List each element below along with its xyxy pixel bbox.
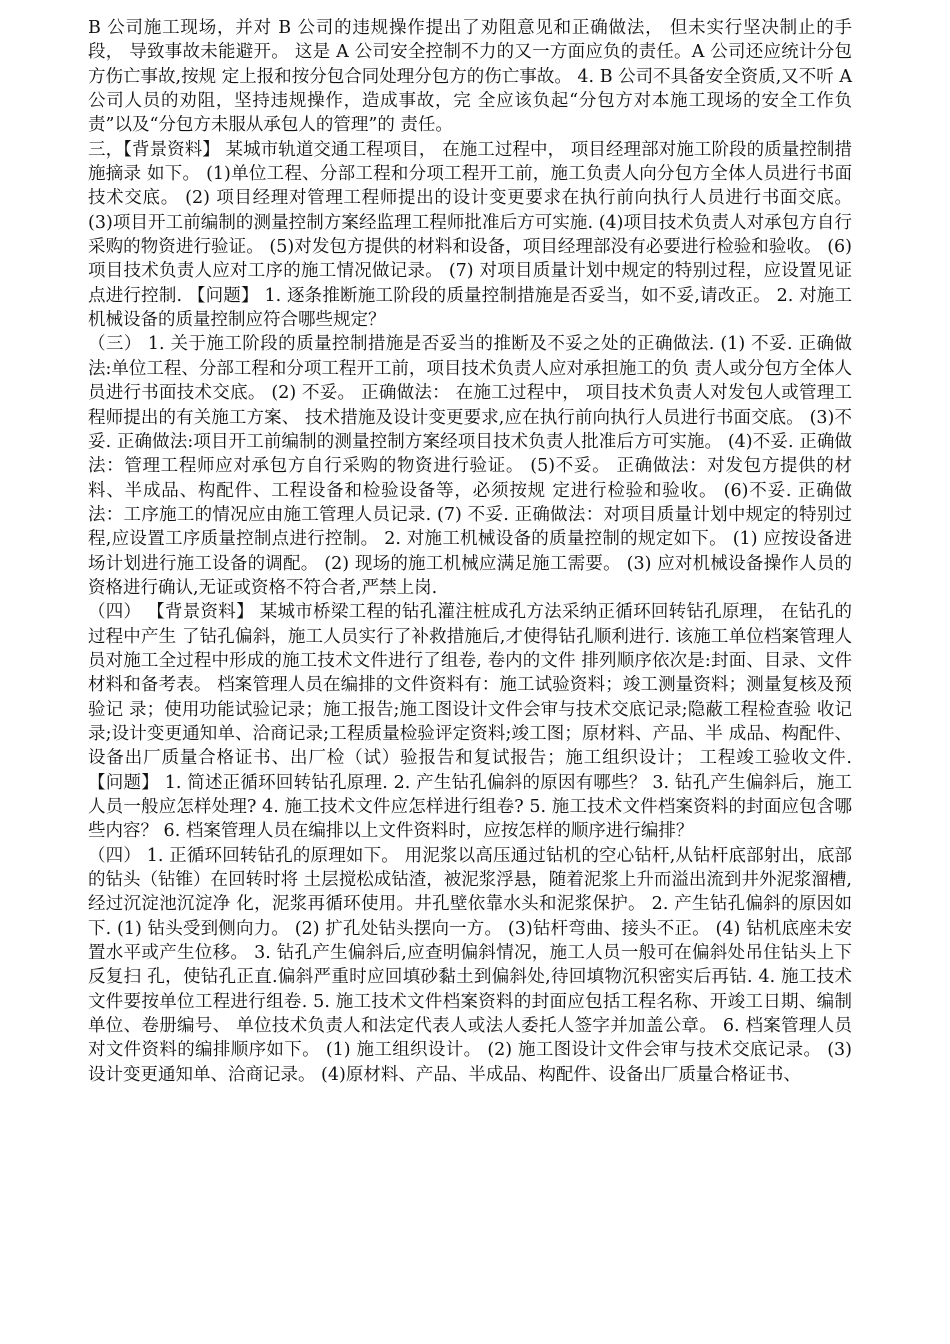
paragraph-case-three-answer: （三） 1. 关于施工阶段的质量控制措施是否妥当的推断及不妥之处的正确做法. (1) 不妥. 正确做法:单位工程、分部工程和分项工程开工前，项目技术负责人应对承担施工的负 责人或分包方全体人员进行书面技术交底。 (2) 不妥。 正确做法： 在施工过程中， 项目技术负责人对发包人或管理工程师提出的有关施工方案、 技术措施及设计变更要求,应在执行前向执行人员进行书面交底。 (3)不妥. 正确做法:项目开工前编制的测量控制方案经项目技术负责人批准后方可实施。 (4)不妥. 正确做法：管理工程师应对承包方自行采购的物资进行验证。 (5)不妥。 正确做法：对发包方提供的材料、半成品、构配件、工程设备和检验设备等，必须按规 定进行检验和验收。 (6)不妥. 正确做法：工序施工的情况应由施工管理人员记录. (7) 不妥. 正确做法：对项目质量计划中规定的特别过程,应设置工序质量控制点进行控制。 2. 对施工机械设备的质量控制的规定如下。 (1) 应按设备进场计划进行施工设备的调配。 (2) 现场的施工机械应满足施工需要。 (3) 应对机械设备操作人员的资格进行确认,无证或资格不符合者,严禁上岗. [88,334,852,598]
paragraph-case-four-background: （四） 【背景资料】 某城市桥梁工程的钻孔灌注桩成孔方法采纳正循环回转钻孔原理， 在钻孔的过程中产生 了钻孔偏斜，施工人员实行了补救措施后,才使得钻孔顺利进行. 该施工单位档案管理人员对施工全过程中形成的施工技术文件进行了组卷, 卷内的文件 排列顺序依次是:封面、目录、文件材料和备考表。 档案管理人员在编排的文件资料有：施工试验资料；竣工测量资料；测量复核及预验记 录；使用功能试验记录；施工报告;施工图设计文件会审与技术交底记录;隐蔽工程检查验 收记录;设计变更通知单、洽商记录;工程质量检验评定资料;竣工图；原材料、产品、半 成品、构配件、设备出厂质量合格证书、出厂检（试）验报告和复试报告；施工组织设计； 工程竣工验收文件. 【问题】 1. 简述正循环回转钻孔原理. 2. 产生钻孔偏斜的原因有哪些？ 3. 钻孔产生偏斜后，施工人员一般应怎样处理? 4. 施工技术文件应怎样进行组卷? 5. 施工技术文件档案资料的封面应包含哪些内容？ 6. 档案管理人员在编排以上文件资料时，应按怎样的顺序进行编排？ [88,602,852,842]
document-page [88,16,852,1087]
paragraph-case-four-answer: （四） 1. 正循环回转钻孔的原理如下。 用泥浆以高压通过钻机的空心钻杆,从钻杆底部射出，底部的钻头（钻锥）在回转时将 土层搅松成钻渣，被泥浆浮悬，随着泥浆上升而溢出流到井外泥浆溜槽,经过沉淀池沉淀净 化，泥浆再循环使用。井孔壁依靠水头和泥浆保护。 2. 产生钻孔偏斜的原因如下. (1) 钻头受到侧向力。 (2) 扩孔处钻头摆向一方。 (3)钻杆弯曲、接头不正。 (4) 钻机底座未安置水平或产生位移。 3. 钻孔产生偏斜后,应查明偏斜情况，施工人员一般可在偏斜处吊住钻头上下反复扫 孔，使钻孔正直.偏斜严重时应回填砂黏土到偏斜处,待回填物沉积密实后再钻. 4. 施工技术文件要按单位工程进行组卷. 5. 施工技术文件档案资料的封面应包括工程名称、开竣工日期、编制单位、卷册编号、 单位技术负责人和法定代表人或法人委托人签字并加盖公章。 6. 档案管理人员对文件资料的编排顺序如下。 (1) 施工组织设计。 (2) 施工图设计文件会审与技术交底记录。 (3)设计变更通知单、洽商记录。 (4)原材料、产品、半成品、构配件、设备出厂质量合格证书、 [88,845,852,1085]
paragraph-case-three-background: 三，【背景资料】 某城市轨道交通工程项目， 在施工过程中， 项目经理部对施工阶段的质量控制措施摘录 如下。 (1)单位工程、分部工程和分项工程开工前，施工负责人向分包方全体人员进行书面 技术交底。 (2) 项目经理对管理工程师提出的设计变更要求在执行前向执行人员进行书面交底。 (3)项目开工前编制的测量控制方案经监理工程师批准后方可实施. (4)项目技术负责人对承包方自行采购的物资进行验证。 (5)对发包方提供的材料和设备，项目经理部没有必要进行检验和验收。 (6)项目技术负责人应对工序的施工情况做记录。 (7) 对项目质量计划中规定的特别过程，应设置见证点进行控制. 【问题】 1. 逐条推断施工阶段的质量控制措施是否妥当，如不妥,请改正。 2. 对施工机械设备的质量控制应符合哪些规定？ [88,139,852,331]
paragraph-accident-responsibility: B 公司施工现场，并对 B 公司的违规操作提出了劝阻意见和正确做法， 但未实行坚决制止的手段， 导致事故未能避开。 这是 A 公司安全控制不力的又一方面应负的责任。A 公司还应统计分包方伤亡事故,按规 定上报和按分包合同处理分包方的伤亡事故。 4. B 公司不具备安全资质,又不听 A 公司人员的劝阻，坚持违规操作，造成事故，完 全应该负起“分包方对本施工现场的安全工作负责”以及“分包方未服从承包人的管理”的 责任。 [88,18,852,136]
